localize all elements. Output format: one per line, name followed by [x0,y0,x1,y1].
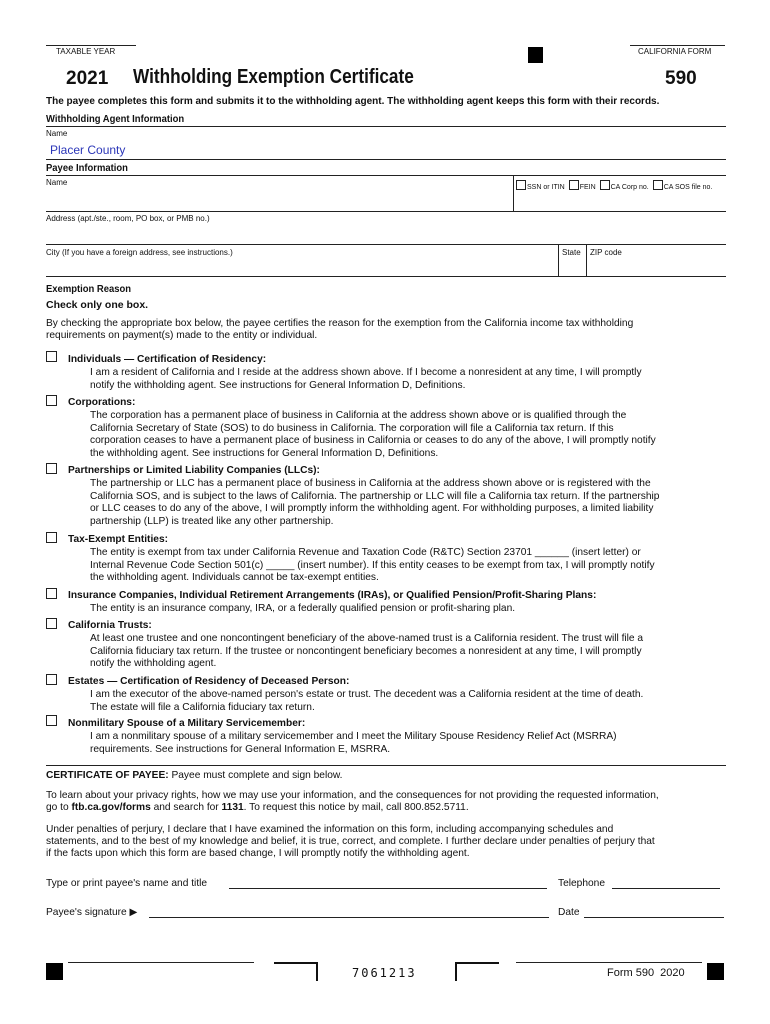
ca-sos-checkbox[interactable] [653,180,663,190]
corporations-text-line: the withholding agent. See instructions for General Information D, Definitions. [90,447,439,459]
publication-number: 1131 [221,802,244,813]
ssn-itin-label: SSN or ITIN [527,184,565,191]
ca-corp-checkbox[interactable] [600,180,610,190]
tax-exempt-text-line: The entity is exempt from tax under California Revenue and Taxation Code (R&TC) Section 23701 ______ (insert letter) or [90,547,641,558]
barcode-bracket-right [455,962,499,981]
agent-name-field[interactable]: Placer County [50,143,126,157]
fein-checkbox[interactable] [569,180,579,190]
california-trusts-text-line: California fiduciary tax return. If the trustee or noncontingent beneficiary becomes a nonresident at any time, I will promptly [90,645,642,657]
agent-name-underline [46,159,726,160]
insurance-ira-title: Insurance Companies, Individual Retirement Arrangements (IRAs), or Qualified Pension/Profit-Sharing Plans: [68,590,597,601]
payee-city-field[interactable] [46,258,556,275]
california-trusts-text-line: notify the withholding agent. [90,658,217,670]
payee-state-label: State [562,248,581,257]
registration-mark-bottom-left [46,963,63,980]
california-trusts-text [90,633,730,671]
certificate-heading [46,770,736,782]
payee-city-underline [46,276,726,277]
insurance-ira-text-line: The entity is an insurance company, IRA, or a federally qualified pension or profit-sharing plan. [90,603,516,614]
tax-exempt-checkbox[interactable] [46,532,57,543]
individuals-text [90,367,730,392]
payee-title-line [46,175,726,176]
certificate-top-line [46,765,726,766]
form-footer-label: Form 590 2020 [607,967,685,979]
date-field[interactable] [584,906,724,918]
tax-exempt-text-line: the withholding agent. Individuals cannot be tax-exempt entities. [90,572,379,584]
telephone-field[interactable] [612,877,720,889]
payee-name-label: Name [46,178,68,187]
partnerships-llc-text-line: or LLC ceases to do any of the above, I will promptly inform the withholding agent. For withholding purposes, a limited liability [90,503,654,515]
privacy-line-1: To learn about your privacy rights, how we may use your information, and the consequences for not providing the requested information, [46,790,659,801]
corporations-text-line: California Secretary of State (SOS) to do business in California. The corporation will file a California tax return. If this [90,422,614,434]
tax-exempt-text [90,547,730,585]
nonmilitary-spouse-title: Nonmilitary Spouse of a Military Servicemember: [68,718,306,729]
form-number: 590 [665,68,697,89]
check-one-instruction: Check only one box. [46,299,149,311]
ca-corp-label: CA Corp no. [610,184,649,191]
perjury-line-3: if the facts upon which this form are based change, I will promptly notify the withholding agent. [46,848,470,859]
partnerships-llc-text-line: partnership (LLP) is treated like any other partnership. [90,515,334,527]
taxable-year-line [46,45,136,46]
california-form-label: CALIFORNIA FORM [638,47,712,56]
corporations-title: Corporations: [68,397,136,408]
nonmilitary-spouse-text-line: requirements. See instructions for General Information E, MSRRA. [90,743,391,755]
individuals-text-line: I am a resident of California and I reside at the address shown above. If I become a nonresident at any time, I will promptly [90,367,642,378]
payee-name-underline [46,211,726,212]
nonmilitary-spouse-text [90,731,730,756]
payee-city-label: City (If you have a foreign address, see instructions.) [46,248,233,257]
nonmilitary-spouse-text-line: I am a nonmilitary spouse of a military servicemember and I meet the Military Spouse Residency Relief Act (MSRRA) [90,731,617,742]
payee-address-field[interactable] [46,225,726,243]
signature-field[interactable] [149,906,549,918]
corporations-text [90,410,730,460]
date-label: Date [558,907,580,918]
corporations-text-line: corporation ceases to have a permanent place of business in California or ceases to do any of the above, I will promptly notify [90,435,656,447]
privacy-mid: and search for [150,802,222,813]
perjury-line-1: Under penalties of perjury, I declare that I have examined the information on this form, including accompanying schedules and [46,824,614,835]
exemption-intro-line-1: By checking the appropriate box below, the payee certifies the reason for the exemption from the California income tax withholding [46,318,634,329]
california-trusts-title: California Trusts: [68,620,152,631]
state-divider [558,244,559,276]
taxable-year-label: TAXABLE YEAR [56,47,116,56]
privacy-post: . To request this notice by mail, call 800.852.5711. [243,802,469,813]
fein-label: FEIN [579,184,596,191]
estates-title: Estates — Certification of Residency of Deceased Person: [68,676,350,687]
barcode-number: 7061213 [352,966,417,980]
partnerships-llc-title: Partnerships or Limited Liability Companies (LLCs): [68,465,320,476]
tax-exempt-text-line: Internal Revenue Code Section 501(c) _____ (insert number). If this entity ceases to be exempt from tax, I will promptly notify [90,559,655,571]
payee-zip-label: ZIP code [590,248,622,257]
payee-address-label: Address (apt./ste., room, PO box, or PMB no.) [46,214,210,223]
footer-right-line [516,962,702,963]
payee-id-options [516,180,712,191]
registration-mark-bottom-right [707,963,724,980]
payee-section-title: Payee Information [46,162,128,174]
telephone-label: Telephone [558,878,606,889]
exemption-section-title: Exemption Reason [46,283,132,295]
payee-zip-field[interactable] [588,258,725,275]
form-intro: The payee completes this form and submits it to the withholding agent. The withholding agent keeps this form with their records. [46,96,660,107]
ftb-forms-link[interactable]: ftb.ca.gov/forms [71,802,151,813]
name-title-label: Type or print payee's name and title [46,878,208,889]
payee-address-underline [46,244,726,245]
estates-checkbox[interactable] [46,674,57,685]
insurance-ira-text [90,603,730,616]
partnerships-llc-text-line: California SOS, and is subject to the laws of California. The partnership or LLC will file a California tax return. If the partnership [90,490,660,502]
form-title: Withholding Exemption Certificate [133,66,414,88]
payee-id-divider [513,175,514,211]
insurance-ira-checkbox[interactable] [46,588,57,599]
certificate-heading-bold: CERTIFICATE OF PAYEE: [46,770,169,781]
registration-mark-top [528,47,543,63]
agent-section-title: Withholding Agent Information [46,113,185,125]
california-trusts-text-line: At least one trustee and one noncontingent beneficiary of the above-named trust is a California resident. The trust will file a [90,633,644,644]
individuals-title: Individuals — Certification of Residency: [68,354,267,365]
nonmilitary-spouse-checkbox[interactable] [46,715,57,726]
estates-text-line: I am the executor of the above-named person's estate or trust. The decedent was a California resident at the time of death. [90,689,644,700]
privacy-pre: go to [46,802,72,813]
individuals-text-line: notify the withholding agent. See instructions for General Information D, Definitions. [90,379,466,391]
estates-text [90,689,730,714]
agent-name-label: Name [46,129,68,138]
individuals-checkbox[interactable] [46,351,57,362]
agent-title-line [46,126,726,127]
certificate-heading-rest: Payee must complete and sign below. [168,770,343,781]
privacy-line-2 [46,802,736,814]
footer-left-line [68,962,254,963]
zip-divider [586,244,587,276]
perjury-line-2: statements, and to the best of my knowledge and belief, it is true, correct, and complete. I further declare under penalties of perjury that [46,836,655,847]
partnerships-llc-text [90,478,730,528]
tax-exempt-title: Tax-Exempt Entities: [68,534,169,545]
estates-text-line: The estate will file a California fiduciary tax return. [90,701,315,713]
name-title-field[interactable] [229,877,547,889]
ca-sos-label: CA SOS file no. [663,184,713,191]
tax-year: 2021 [66,68,109,89]
partnerships-llc-checkbox[interactable] [46,463,57,474]
payee-name-field[interactable] [46,190,511,210]
corporations-checkbox[interactable] [46,395,57,406]
exemption-intro-line-2: requirements on payment(s) made to the entity or individual. [46,330,318,341]
california-trusts-checkbox[interactable] [46,618,57,629]
ssn-itin-checkbox[interactable] [516,180,526,190]
barcode-bracket-left [274,962,318,981]
partnerships-llc-text-line: The partnership or LLC has a permanent place of business in California at the address shown above or is registered with the [90,478,651,489]
payee-state-field[interactable] [560,258,584,275]
corporations-text-line: The corporation has a permanent place of business in California at the address shown above or is qualified through the [90,410,627,421]
california-form-line [630,45,725,46]
signature-label: Payee's signature ▶ [46,907,138,918]
